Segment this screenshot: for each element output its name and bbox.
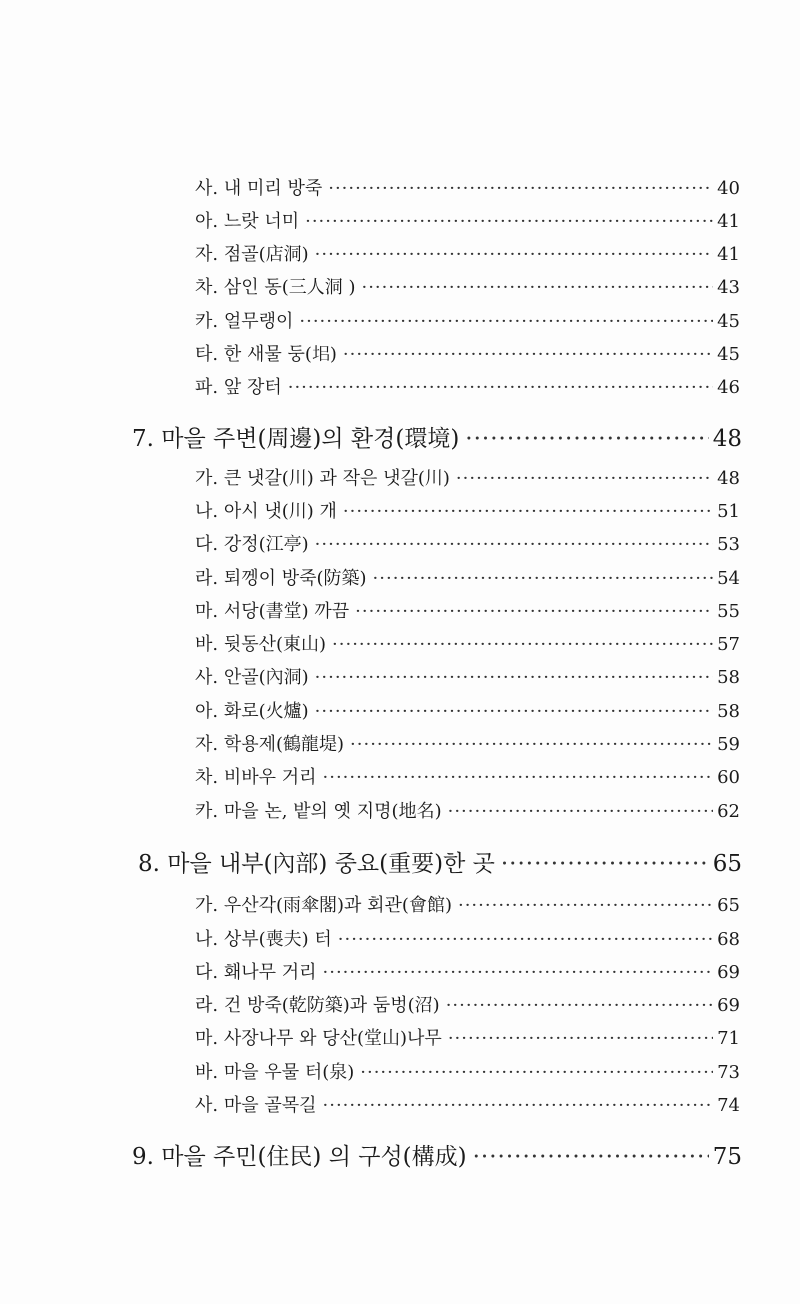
leader-dots bbox=[332, 634, 713, 655]
leader-dots bbox=[343, 344, 713, 365]
toc-item bbox=[195, 497, 740, 523]
toc-item bbox=[195, 1024, 740, 1050]
toc-item-page: 58 bbox=[717, 701, 740, 722]
toc-item bbox=[195, 763, 740, 789]
leader-dots bbox=[473, 1144, 709, 1170]
toc-item bbox=[195, 1091, 740, 1117]
toc-item-page: 41 bbox=[717, 244, 740, 265]
leader-dots bbox=[328, 178, 713, 199]
toc-item-label: 카. 마을 논, 밭의 옛 지명(地名) bbox=[195, 801, 442, 822]
toc-item bbox=[195, 464, 740, 490]
toc-chapter bbox=[132, 1138, 742, 1171]
leader-dots bbox=[446, 995, 713, 1016]
toc-chapter-label: 8. 마을 내부(內部) 중요(重要)한 곳 bbox=[138, 851, 495, 877]
toc-item-label: 라. 퇴껭이 방죽(防築) bbox=[195, 568, 367, 589]
toc-item-page: 53 bbox=[717, 534, 740, 555]
toc-item-page: 41 bbox=[717, 211, 740, 232]
toc-item-page: 58 bbox=[717, 667, 740, 688]
toc-item-label: 가. 우산각(雨傘閣)과 회관(會館) bbox=[195, 895, 452, 916]
toc-item-label: 자. 점골(店洞) bbox=[195, 244, 309, 265]
toc-item-label: 바. 뒷동산(東山) bbox=[195, 634, 327, 655]
toc-item-page: 48 bbox=[717, 468, 740, 489]
toc-item bbox=[195, 1058, 740, 1084]
toc-item bbox=[195, 207, 740, 233]
toc-item-label: 사. 안골(內洞) bbox=[195, 667, 309, 688]
toc-item-label: 아. 화로(火爐) bbox=[195, 701, 309, 722]
toc-item-label: 타. 한 새물 둥(𡊊) bbox=[195, 344, 337, 365]
toc-item-label: 라. 건 방죽(乾防築)과 둠벙(沼) bbox=[195, 995, 440, 1016]
toc-item bbox=[195, 663, 740, 689]
toc-item-page: 54 bbox=[717, 568, 740, 589]
leader-dots bbox=[448, 1028, 713, 1049]
toc-item bbox=[195, 273, 740, 299]
leader-dots bbox=[373, 568, 714, 589]
toc-item-label: 가. 큰 냇갈(川) 과 작은 냇갈(川) bbox=[195, 468, 450, 489]
toc-item bbox=[195, 597, 740, 623]
toc-item-page: 59 bbox=[717, 734, 740, 755]
leader-dots bbox=[305, 211, 713, 232]
leader-dots bbox=[315, 534, 713, 555]
toc-item-page: 60 bbox=[717, 767, 740, 788]
leader-dots bbox=[355, 601, 713, 622]
leader-dots bbox=[315, 701, 713, 722]
toc-item bbox=[195, 373, 740, 399]
toc-item-page: 55 bbox=[717, 601, 740, 622]
toc-chapter bbox=[132, 420, 742, 453]
leader-dots bbox=[456, 468, 713, 489]
toc-item-label: 아. 느랏 너미 bbox=[195, 211, 300, 232]
toc-item bbox=[195, 925, 740, 951]
toc-item-page: 65 bbox=[717, 895, 740, 916]
toc-item bbox=[195, 891, 740, 917]
leader-dots bbox=[350, 734, 713, 755]
toc-item-page: 74 bbox=[717, 1095, 740, 1116]
leader-dots bbox=[323, 767, 714, 788]
toc-item bbox=[195, 340, 740, 366]
leader-dots bbox=[323, 1095, 714, 1116]
toc-item-page: 62 bbox=[717, 801, 740, 822]
leader-dots bbox=[338, 929, 713, 950]
leader-dots bbox=[360, 1062, 713, 1083]
toc-item bbox=[195, 730, 740, 756]
toc-item-label: 사. 마을 골목길 bbox=[195, 1095, 317, 1116]
leader-dots bbox=[323, 962, 714, 983]
toc-item bbox=[195, 991, 740, 1017]
toc-item bbox=[195, 958, 740, 984]
toc-item bbox=[195, 697, 740, 723]
toc-item-page: 57 bbox=[717, 634, 740, 655]
toc-chapter-page: 65 bbox=[712, 851, 742, 877]
toc-chapter-page: 48 bbox=[712, 426, 742, 452]
toc-item-label: 바. 마을 우물 터(泉) bbox=[195, 1062, 355, 1083]
toc-item-label: 마. 사장나무 와 당산(堂山)나무 bbox=[195, 1028, 442, 1049]
toc-item-label: 마. 서당(書堂) 까끔 bbox=[195, 601, 350, 622]
toc-item-label: 나. 상부(喪夫) 터 bbox=[195, 929, 332, 950]
toc-item-page: 68 bbox=[717, 929, 740, 950]
toc-item bbox=[195, 630, 740, 656]
toc-item-page: 71 bbox=[717, 1028, 740, 1049]
toc-item-page: 69 bbox=[717, 962, 740, 983]
leader-dots bbox=[315, 667, 713, 688]
toc-item bbox=[195, 307, 740, 333]
toc-item bbox=[195, 530, 740, 556]
toc-chapter-label: 7. 마을 주변(周邊)의 환경(環境) bbox=[132, 426, 460, 452]
toc-item-page: 40 bbox=[717, 178, 740, 199]
toc-item-label: 나. 아시 냇(川) 개 bbox=[195, 501, 337, 522]
toc-item-page: 51 bbox=[717, 501, 740, 522]
toc-chapter bbox=[138, 845, 742, 878]
leader-dots bbox=[458, 895, 713, 916]
toc-item-label: 차. 비바우 거리 bbox=[195, 767, 317, 788]
toc-chapter-page: 75 bbox=[712, 1144, 742, 1170]
leader-dots bbox=[501, 851, 709, 877]
toc-item-page: 43 bbox=[717, 277, 740, 298]
toc-item-page: 73 bbox=[717, 1062, 740, 1083]
toc-item-page: 46 bbox=[717, 377, 740, 398]
toc-item-label: 차. 삼인 동(三人洞 ) bbox=[195, 277, 356, 298]
toc-item bbox=[195, 240, 740, 266]
toc-chapter-label: 9. 마을 주민(住民) 의 구성(構成) bbox=[132, 1144, 467, 1170]
toc-item-label: 사. 내 미리 방죽 bbox=[195, 178, 323, 199]
toc-item-page: 45 bbox=[717, 311, 740, 332]
leader-dots bbox=[288, 377, 713, 398]
leader-dots bbox=[361, 277, 713, 298]
leader-dots bbox=[465, 426, 708, 452]
toc-item-label: 다. 홰나무 거리 bbox=[195, 962, 317, 983]
leader-dots bbox=[448, 801, 714, 822]
toc-item-page: 69 bbox=[717, 995, 740, 1016]
toc-item bbox=[195, 797, 740, 823]
toc-item bbox=[195, 564, 740, 590]
toc-item bbox=[195, 174, 740, 200]
leader-dots bbox=[343, 501, 713, 522]
toc-item-label: 자. 학용제(鶴龍堤) bbox=[195, 734, 345, 755]
toc-item-label: 파. 앞 장터 bbox=[195, 377, 282, 398]
toc-item-label: 카. 얼무랭이 bbox=[195, 311, 294, 332]
toc-item-label: 다. 강정(江亭) bbox=[195, 534, 309, 555]
toc-item-page: 45 bbox=[717, 344, 740, 365]
leader-dots bbox=[315, 244, 713, 265]
leader-dots bbox=[299, 311, 713, 332]
